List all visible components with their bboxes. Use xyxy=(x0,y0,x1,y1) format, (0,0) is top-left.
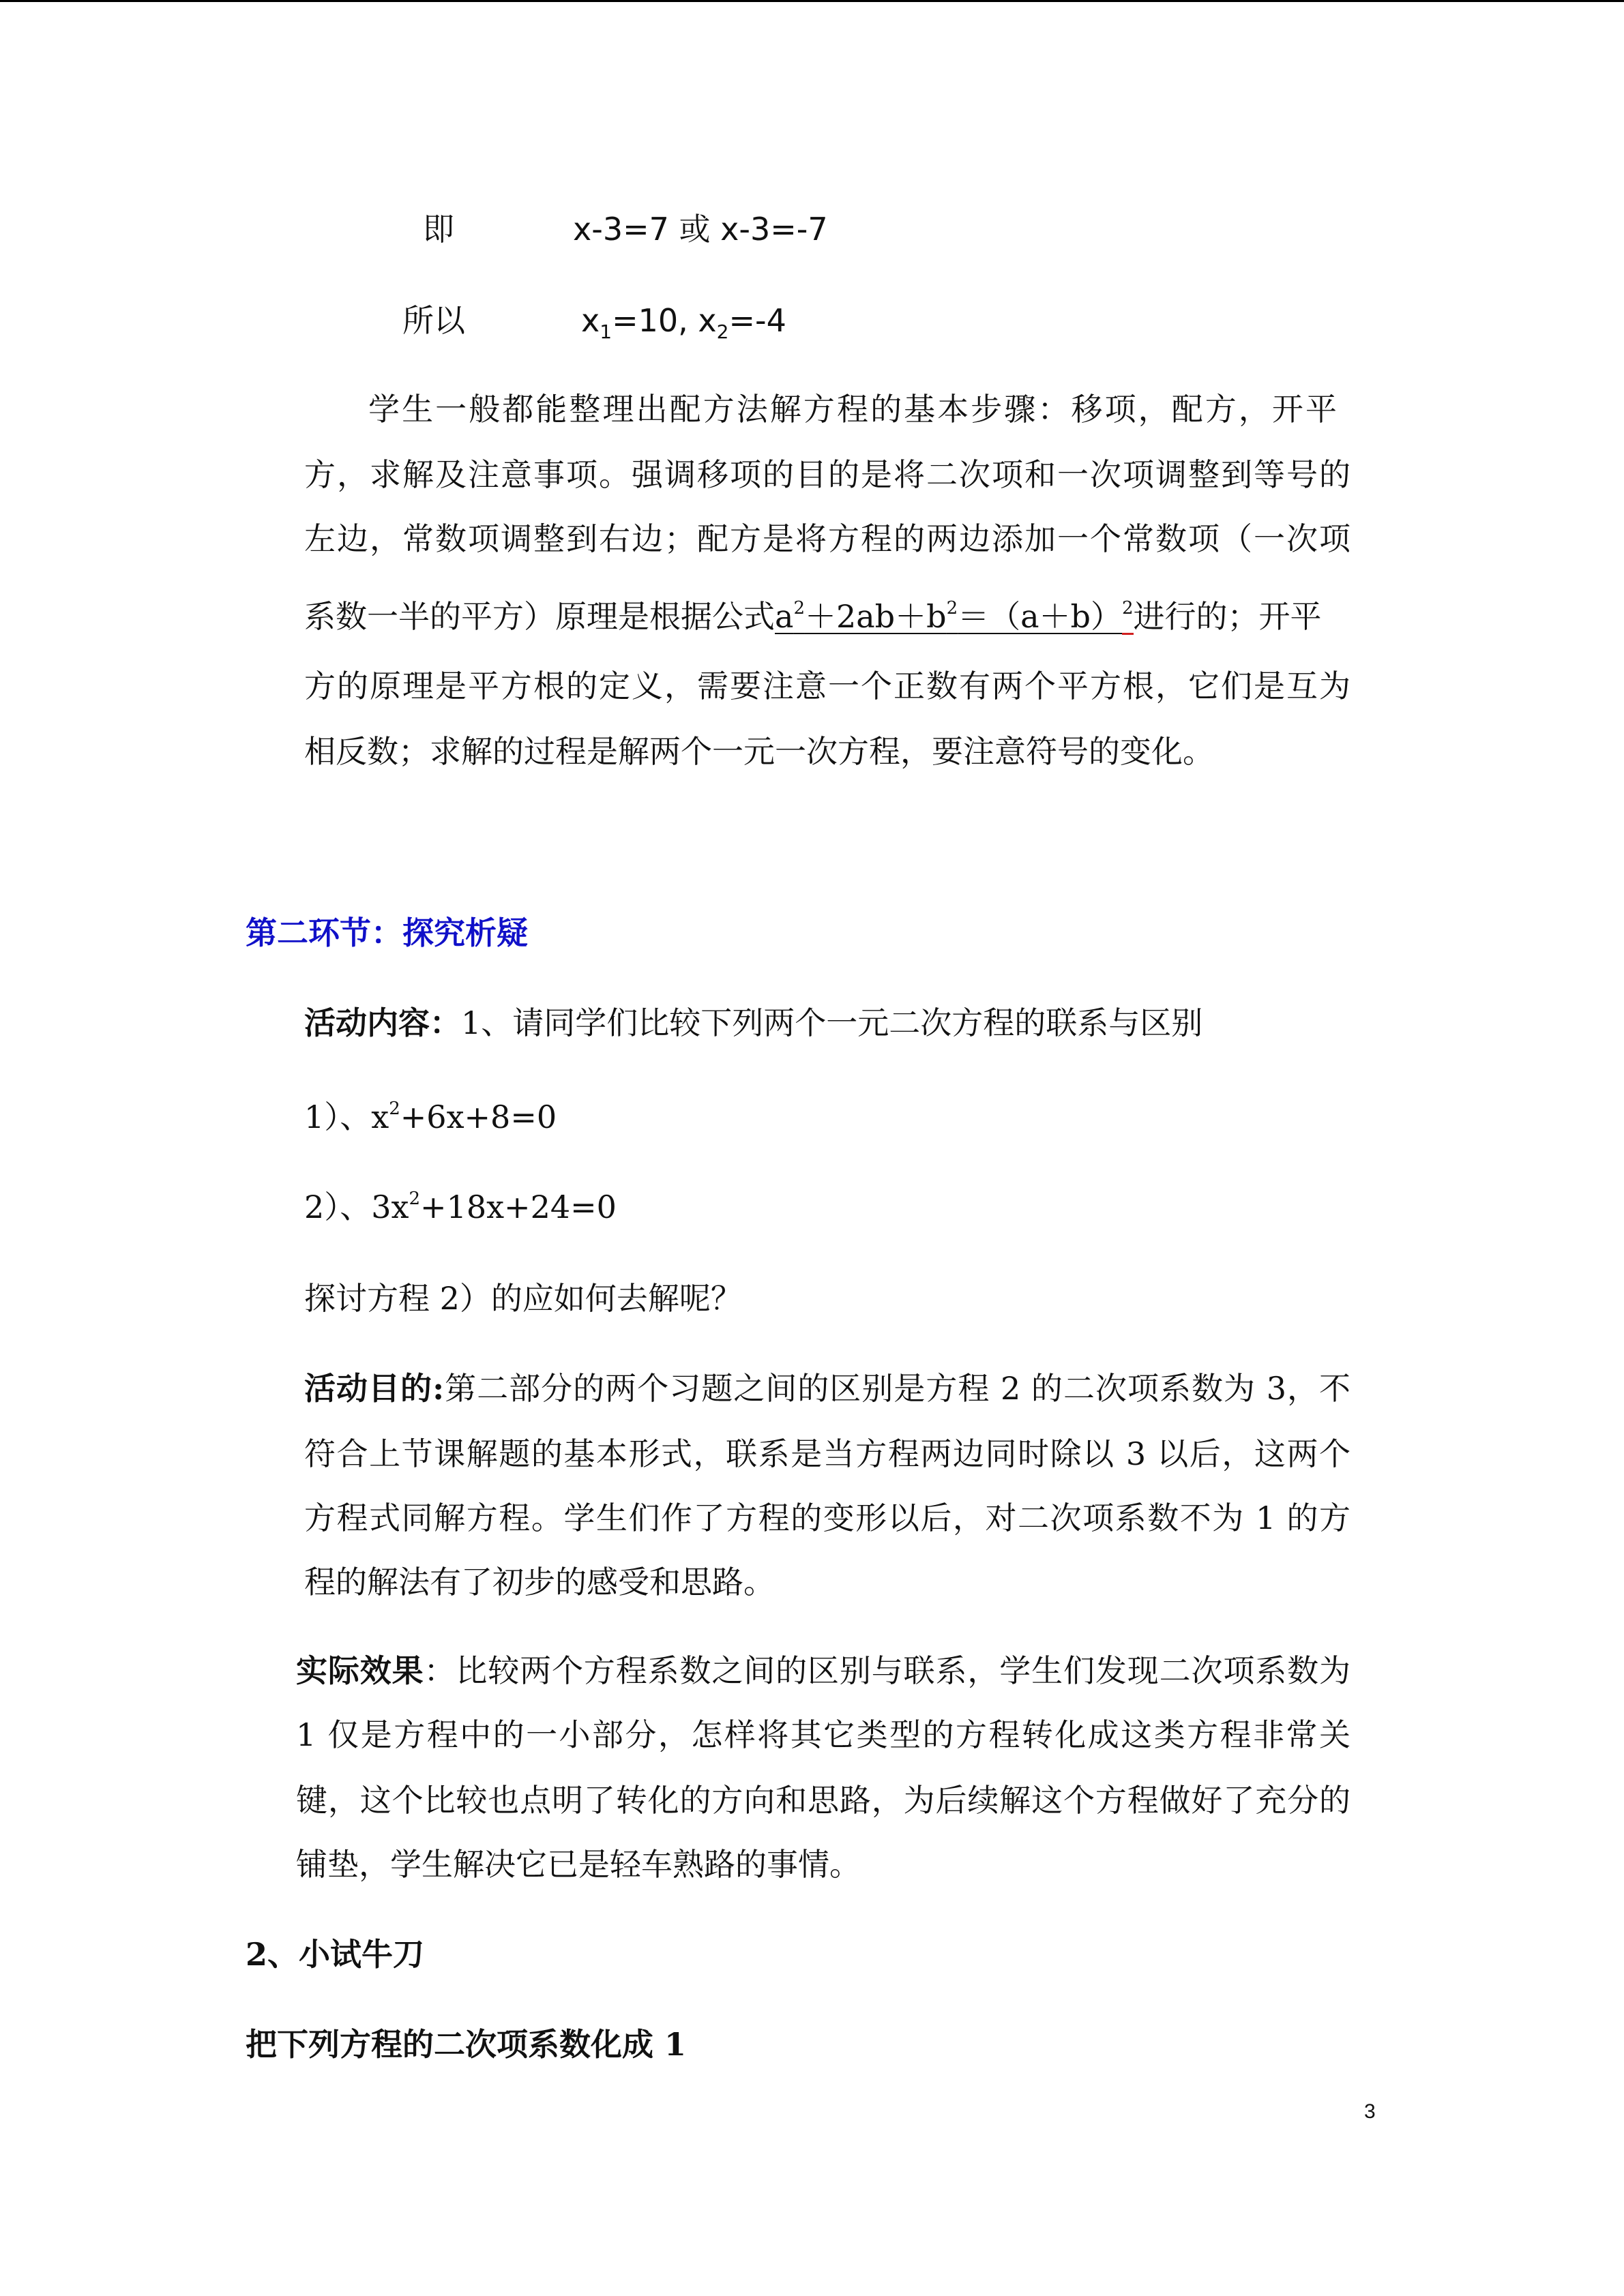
purpose-line-4: 程的解法有了初步的感受和思路。 xyxy=(304,1564,775,1600)
equation-1: 1）、$x^2+6x+8=0$ xyxy=(304,1099,557,1135)
activity-content: 活动内容：1、请同学们比较下列两个一元二次方程的联系与区别 xyxy=(304,1004,1203,1041)
purpose-line-2: 符合上节课解题的基本形式，联系是当方程两边同时除以 3 以后，这两个 xyxy=(304,1435,1350,1472)
steps-line-3: 左边，常数项调整到右边；配方是将方程的两边添加一个常数项（一次项 xyxy=(304,520,1350,557)
equation-2: 2）、$3x^2+18x+24=0$ xyxy=(304,1189,617,1225)
steps-line-2: 方，求解及注意事项。强调移项的目的是将二次项和一次项调整到等号的 xyxy=(304,456,1350,493)
effect-line-2: 1 仅是方程中的一小部分，怎样将其它类型的方程转化成这类方程非常关 xyxy=(296,1716,1350,1753)
section-heading: 第二环节：探究析疑 xyxy=(246,914,528,951)
discussion-question: 探讨方程 2）的应如何去解呢？ xyxy=(304,1280,742,1317)
steps-line-4: 系数一半的平方）原理是根据公式$a^2+2ab+b^2=(a+b)^2$进行的；开平 xyxy=(304,598,1322,635)
suoyi-label: 所以 xyxy=(402,302,465,339)
effect-line-1: 实际效果：比较两个方程系数之间的区别与联系，学生们发现二次项系数为 xyxy=(296,1652,1350,1689)
effect-line-4: 铺垫，学生解决它已是轻车熟路的事情。 xyxy=(296,1846,861,1883)
effect-line-3: 键，这个比较也点明了转化的方向和思路，为后续解这个方程做好了充分的 xyxy=(296,1782,1350,1819)
practice-title: 2、小试牛刀 xyxy=(246,1936,425,1973)
square-formula: $a^2+2ab+b^2=(a+b)$ xyxy=(775,598,1122,635)
steps-line-1: 学生一般都能整理出配方法解方程的基本步骤：移项，配方，开平 xyxy=(368,391,1337,428)
ji-expression: x-3=7 或 x-3=-7 xyxy=(573,211,828,248)
steps-line-5: 方的原理是平方根的定义，需要注意一个正数有两个平方根，它们是互为 xyxy=(304,668,1350,704)
practice-instruction: 把下列方程的二次项系数化成 1 xyxy=(246,2026,687,2063)
page-number: 3 xyxy=(1364,2100,1376,2123)
purpose-line-3: 方程式同解方程。学生们作了方程的变形以后，对二次项系数不为 1 的方 xyxy=(304,1500,1350,1536)
suoyi-expression: $x_1=10$, $x_2=-4$ xyxy=(581,302,786,343)
steps-line-6: 相反数；求解的过程是解两个一元一次方程，要注意符号的变化。 xyxy=(304,733,1214,770)
top-border-line xyxy=(0,0,1624,2)
ji-label: 即 xyxy=(423,211,454,248)
purpose-line-1: 活动目的:第二部分的两个习题之间的区别是方程 2 的二次项系数为 3，不 xyxy=(304,1370,1350,1407)
